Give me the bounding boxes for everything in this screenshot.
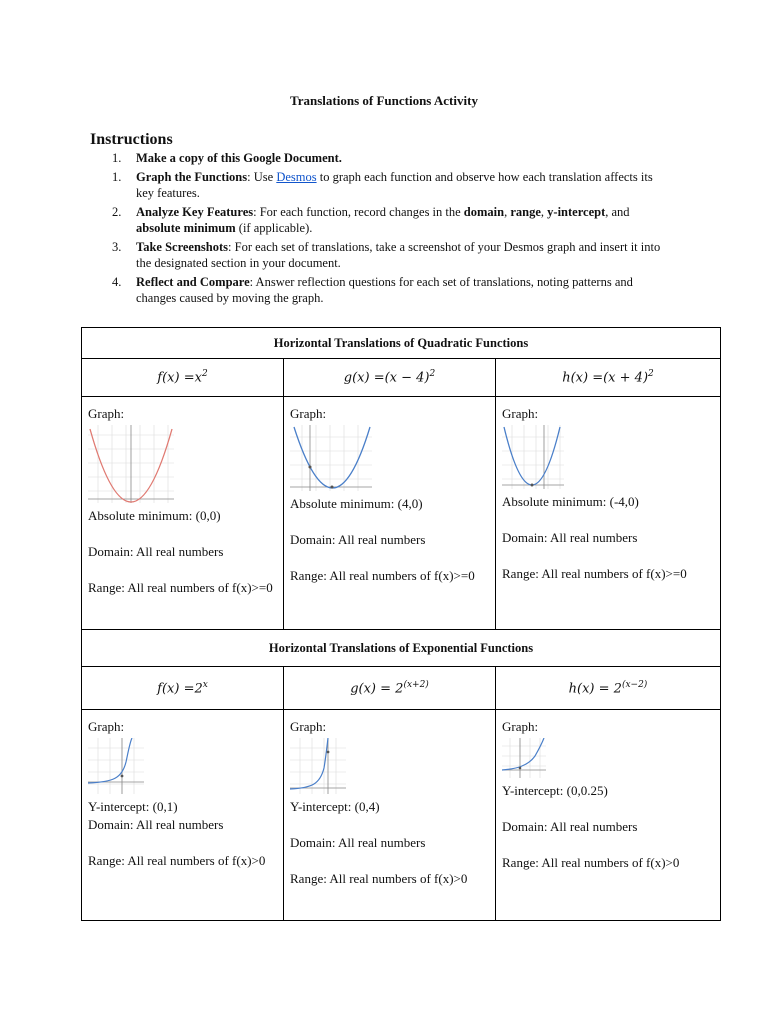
desmos-link[interactable]: Desmos — [276, 170, 317, 184]
function-g-quadratic: $g(x) =(x - 4)^2$ — [284, 359, 496, 397]
instruction-item: 1. Make a copy of this Google Document. — [112, 151, 342, 165]
instructions-list — [112, 150, 672, 309]
quadratic-cell-f: Graph: Absolute minimum: (0,0) Domain: All real numbers Range: All real numbers of f(x)>=0 — [82, 397, 284, 630]
instruction-item: 2. Analyze Key Features: For each function, record changes in the domain, range, y-intercept, and absolute minimum (if applicable). — [112, 205, 630, 235]
function-g-exponential: $g(x) = 2^{(x+2)}$ — [284, 667, 496, 710]
function-h-quadratic: $h(x) =(x + 4)^2$ — [496, 359, 721, 397]
translations-table — [81, 327, 721, 921]
graph-image — [502, 738, 546, 778]
graph-image — [290, 425, 372, 491]
exponential-cell-f: Graph: Y-intercept: (0,1) Domain: All real numbers Range: All real numbers of f(x)>0 — [82, 710, 284, 921]
instruction-item: 3. Take Screenshots: For each set of translations, take a screenshot of your Desmos graph and insert it into the designated section in your document. — [112, 240, 661, 270]
instructions-heading: Instructions — [90, 131, 173, 148]
graph-image — [290, 738, 346, 794]
instruction-item: 1. Graph the Functions: Use Desmos to graph each function and observe how each translation affects its key features. — [112, 170, 653, 200]
instruction-item: 4. Reflect and Compare: Answer reflection questions for each set of translations, noting patterns and changes caused by moving the graph. — [112, 275, 633, 305]
quadratic-cell-h: Graph: Absolute minimum: (-4,0) Domain: All real numbers Range: All real numbers of f(x)>=0 — [496, 397, 721, 630]
function-h-exponential: $h(x) = 2^{(x-2)}$ — [496, 667, 721, 710]
graph-image — [502, 425, 564, 489]
quadratic-section-title: Horizontal Translations of Quadratic Functions — [82, 328, 721, 359]
function-f-quadratic: $f(x) =x^2$ — [82, 359, 284, 397]
exponential-section-title: Horizontal Translations of Exponential Functions — [82, 630, 721, 667]
quadratic-cell-g: Graph: Absolute minimum: (4,0) Domain: All real numbers Range: All real numbers of f(x)>=0 — [284, 397, 496, 630]
exponential-cell-h: Graph: Y-intercept: (0,0.25) Domain: All real numbers Range: All real numbers of f(x)>0 — [496, 710, 721, 921]
function-f-exponential: $f(x) =2^x$ — [82, 667, 284, 710]
exponential-cell-g: Graph: Y-intercept: (0,4) Domain: All real numbers Range: All real numbers of f(x)>0 — [284, 710, 496, 921]
graph-image — [88, 425, 174, 503]
graph-image — [88, 738, 144, 794]
page-title: Translations of Functions Activity — [290, 93, 478, 108]
